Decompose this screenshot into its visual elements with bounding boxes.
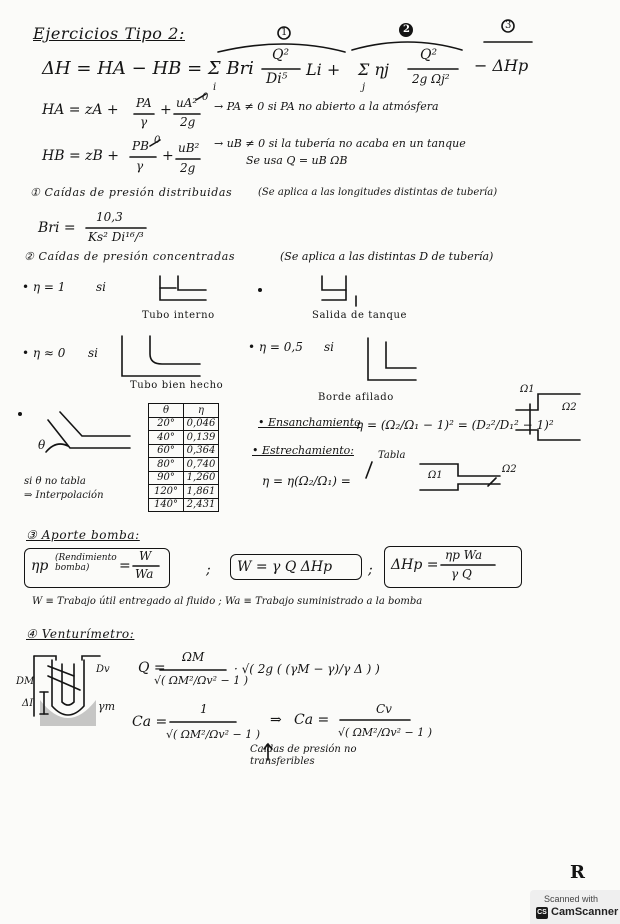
ens-omega1: Ω1 <box>520 384 535 395</box>
ca-num: 1 <box>200 702 208 716</box>
table-header-cell: η <box>184 404 219 418</box>
term-label-1: 1 <box>281 27 288 38</box>
section1-heading: ① Caídas de presión distribuidas <box>30 186 233 199</box>
camscanner-logo-icon: CS <box>536 907 548 919</box>
section2-note: (Se aplica a las distintas D de tubería) <box>280 250 494 263</box>
ca2-lhs: Ca = <box>294 712 330 728</box>
ca-note: Caídas de presión no transferibles <box>250 744 357 767</box>
table-cell: 60° <box>149 444 184 458</box>
hb-plus: + <box>162 148 174 164</box>
main-eq-t2-den: 2g Ωj² <box>412 72 450 86</box>
hb-note2: Se usa Q = uB ΩB <box>246 154 348 167</box>
hb-f2-num: uB² <box>178 141 200 155</box>
eta-zero-si: si <box>88 346 98 360</box>
ha-sup0: 0 <box>202 92 209 103</box>
hb-lhs: HB = zB + <box>42 148 119 164</box>
ha-note: → PA ≠ 0 si PA no abierto a la atmósfera <box>214 100 439 113</box>
table-cell: 0,139 <box>184 431 219 445</box>
label-borde-afilado: Borde afilado <box>318 392 394 403</box>
ca-arrow: ⇒ <box>270 712 282 728</box>
table-cell: 20° <box>149 417 184 431</box>
box1-num: W <box>139 549 152 563</box>
eta-one: • η = 1 <box>22 280 66 294</box>
ens-omega2: Ω2 <box>562 402 577 413</box>
ha-f1-den: γ <box>140 115 148 129</box>
q-den: √( ΩM²/Ωv² − 1 ) <box>154 674 249 687</box>
label-tubo-bien-hecho: Tubo bien hecho <box>130 380 224 391</box>
hb-f1-den: γ <box>136 159 144 173</box>
q-num: ΩM <box>182 650 205 664</box>
page-mark: R <box>570 862 585 883</box>
box3-lhs: ΔHp = <box>391 557 439 573</box>
ca2-num: Cv <box>376 702 392 716</box>
table-cell: 80° <box>149 458 184 472</box>
box1-lhs: ηp <box>31 558 49 574</box>
ha-f2-den: 2g <box>180 115 196 129</box>
br-den: Ks² Di¹⁶/³ <box>88 230 144 244</box>
main-eq-t2-num: Q² <box>420 47 438 63</box>
venturi-delta: ΔI <box>22 698 34 709</box>
label-tubo-interno: Tubo interno <box>142 310 215 321</box>
ca2-den: √( ΩM²/Ωv² − 1 ) <box>338 726 433 739</box>
box1-den: Wa <box>135 567 154 581</box>
venturi-dv: Dv <box>96 664 110 675</box>
table-cell: 0,740 <box>184 458 219 472</box>
box3-den: γ Q <box>451 567 472 581</box>
ca-lhs: Ca = <box>132 714 168 730</box>
ca-den: √( ΩM²/Ωv² − 1 ) <box>166 728 261 741</box>
camscanner-watermark <box>530 890 620 924</box>
eta-half-si: si <box>324 340 334 354</box>
table-cell: 0,364 <box>184 444 219 458</box>
section2-heading: ② Caídas de presión concentradas <box>24 250 236 263</box>
main-eq-sum2: Σ ηj <box>358 60 389 79</box>
main-eq-t3: − ΔHp <box>474 56 529 75</box>
main-eq-t1-tail: Li + <box>306 60 341 79</box>
main-eq-lhs: ΔH = HA − HB = Σ Bri <box>42 58 254 79</box>
work-definitions: W ≡ Trabajo útil entregado al fluido ; Wa ≡ Trabajo suministrado a la bomba <box>32 596 423 607</box>
q-lhs: Q = <box>138 660 166 676</box>
estrechamiento-tabla-note: Tabla <box>378 450 406 461</box>
ha-f2-num: uA² <box>176 96 198 110</box>
ha-lhs: HA = zA + <box>42 102 119 118</box>
hb-f2-den: 2g <box>180 161 196 175</box>
page-title: Ejercicios Tipo 2: <box>33 24 185 43</box>
estr-omega1: Ω1 <box>428 470 443 481</box>
estrechamiento-label: • Estrechamiento: <box>252 444 354 457</box>
ha-plus: + <box>160 102 172 118</box>
br-num: 10,3 <box>96 210 123 224</box>
term-label-3: 3 <box>505 20 512 31</box>
table-header-cell: θ <box>149 404 184 418</box>
sep-1: ; <box>206 562 211 578</box>
main-eq-t1-num: Q² <box>272 47 290 63</box>
table-cell: 2,431 <box>184 498 219 512</box>
main-eq-sub-j: j <box>362 82 366 93</box>
br-lhs: Bri = <box>38 220 76 236</box>
camscanner-brand: CamScanner <box>551 906 619 918</box>
table-cell: 0,046 <box>184 417 219 431</box>
main-eq-sub-i: i <box>213 82 217 93</box>
theta-note-1: si θ no tabla <box>24 476 86 487</box>
section3-heading: ③ Aporte bomba: <box>26 528 140 542</box>
venturi-dm: DM <box>16 676 35 687</box>
q-tail: · √( 2g ( (γM − γ)/γ Δ ) ) <box>234 662 380 676</box>
main-eq-t1-den: Di⁵ <box>266 71 288 87</box>
box3-num: ηp Wa <box>445 548 483 562</box>
table-cell: 90° <box>149 471 184 485</box>
eta-one-si: si <box>96 280 106 294</box>
term-label-2: 2 <box>403 24 410 35</box>
eta-zero: • η ≈ 0 <box>22 346 66 360</box>
venturi-gamma-m: γm <box>98 700 116 713</box>
ensanchamiento-label: • Ensanchamiento <box>258 416 361 429</box>
ha-f1-num: PA <box>136 96 152 110</box>
table-cell: 1,861 <box>184 485 219 499</box>
eta-half: • η = 0,5 <box>248 340 303 354</box>
section1-note: (Se aplica a las longitudes distintas de tubería) <box>258 187 498 198</box>
sep-2: ; <box>368 562 373 578</box>
hb-note1: → uB ≠ 0 si la tubería no acaba en un tanque <box>214 137 466 150</box>
estr-omega2: Ω2 <box>502 464 517 475</box>
ensanchamiento-formula: η = (Ω₂/Ω₁ − 1)² = (D₂²/D₁² − 1)² <box>356 418 554 432</box>
table-cell: 140° <box>149 498 184 512</box>
hb-f1-num: PB <box>132 139 149 153</box>
scanned-with-text: Scanned with <box>544 894 599 904</box>
table-cell: 120° <box>149 485 184 499</box>
hb-sup0: 0 <box>154 135 161 146</box>
label-salida-tanque: Salida de tanque <box>312 310 408 321</box>
estrechamiento-formula: η = η(Ω₂/Ω₁) = <box>262 474 351 488</box>
box1-paren: (Rendimiento bomba) <box>55 553 117 573</box>
theta-symbol: θ <box>38 438 46 452</box>
theta-note-2: ⇒ Interpolación <box>24 490 104 501</box>
box1-eq: = <box>119 558 131 574</box>
section4-heading: ④ Venturímetro: <box>26 627 135 641</box>
pump-work-box: W = γ Q ΔHp <box>230 554 362 580</box>
table-cell: 40° <box>149 431 184 445</box>
table-cell: 1,260 <box>184 471 219 485</box>
